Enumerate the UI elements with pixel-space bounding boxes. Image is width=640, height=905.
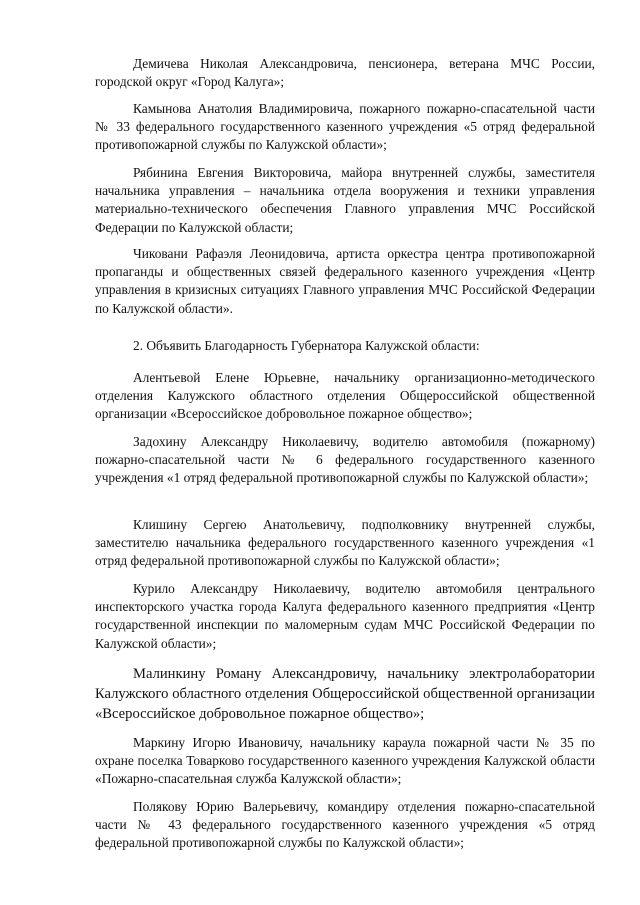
gratitude-entry-malinkin: Малинкину Роману Александровичу, начальнику электролаборатории Калужского областного отделения Общероссийской общественной организации «Всероссийское добровольное пожарное общество»;	[95, 666, 595, 722]
gratitude-entry-alentyeva: Алентьевой Елене Юрьевне, начальнику организационно-методического отделения Калужского областного отделения Общероссийской общественной организации «Всероссийское добровольное пожарное общество»;	[95, 370, 595, 422]
award-entry-chikovani: Чиковани Рафаэля Леонидовича, артиста оркестра центра противопожарной пропаганды и общественных связей федерального казенного учреждения «Центр управления в кризисных ситуациях Главного управления МЧС Российской Федерации по Калужской области».	[95, 246, 595, 316]
gratitude-entry-klishin: Клишину Сергею Анатольевичу, подполковнику внутренней службы, заместителю начальника федерального государственного казенного учреждения «1 отряд федеральной противопожарной службы по Калужской области»;	[95, 517, 595, 569]
section-heading-gratitude: 2. Объявить Благодарность Губернатора Калужской области:	[133, 338, 480, 353]
gratitude-entry-kurilo: Курило Александру Николаевичу, водителю автомобиля центрального инспекторского участка города Калуга федерального казенного предприятия «Центр государственной инспекции по маломерным судам МЧС Российской Федерации по Калужской области»;	[95, 581, 595, 651]
gratitude-entry-zadokhin: Задохину Александру Николаевичу, водителю автомобиля (пожарному) пожарно-спасательной части № 6 федерального государственного казенного учреждения «1 отряд федеральной противопожарной службы по Калужской области»;	[95, 434, 595, 486]
award-entry-kamynov: Камынова Анатолия Владимировича, пожарного пожарно-спасательной части № 33 федерального государственного казенного учреждения «5 отряд федеральной противопожарной службы по Калужской области»;	[95, 101, 595, 153]
award-entry-demichev: Демичева Николая Александровича, пенсионера, ветерана МЧС России, городской округ «Город Калуга»;	[95, 56, 595, 90]
gratitude-entry-markin: Маркину Игорю Ивановичу, начальнику караула пожарной части № 35 по охране поселка Товарково государственного казенного учреждения Калужской области «Пожарно-спасательная служба Калужской области»;	[95, 735, 595, 787]
gratitude-entry-polyakov: Полякову Юрию Валерьевичу, командиру отделения пожарно-спасательной части № 43 федерального государственного казенного учреждения «5 отряд федеральной противопожарной службы по Калужской области»;	[95, 799, 595, 851]
award-entry-ryabinin: Рябинина Евгения Викторовича, майора внутренней службы, заместителя начальника управления – начальника отдела вооружения и техники управления материально-технического обеспечения Главного управления МЧС Российской Федерации по Калужской области;	[95, 165, 595, 235]
